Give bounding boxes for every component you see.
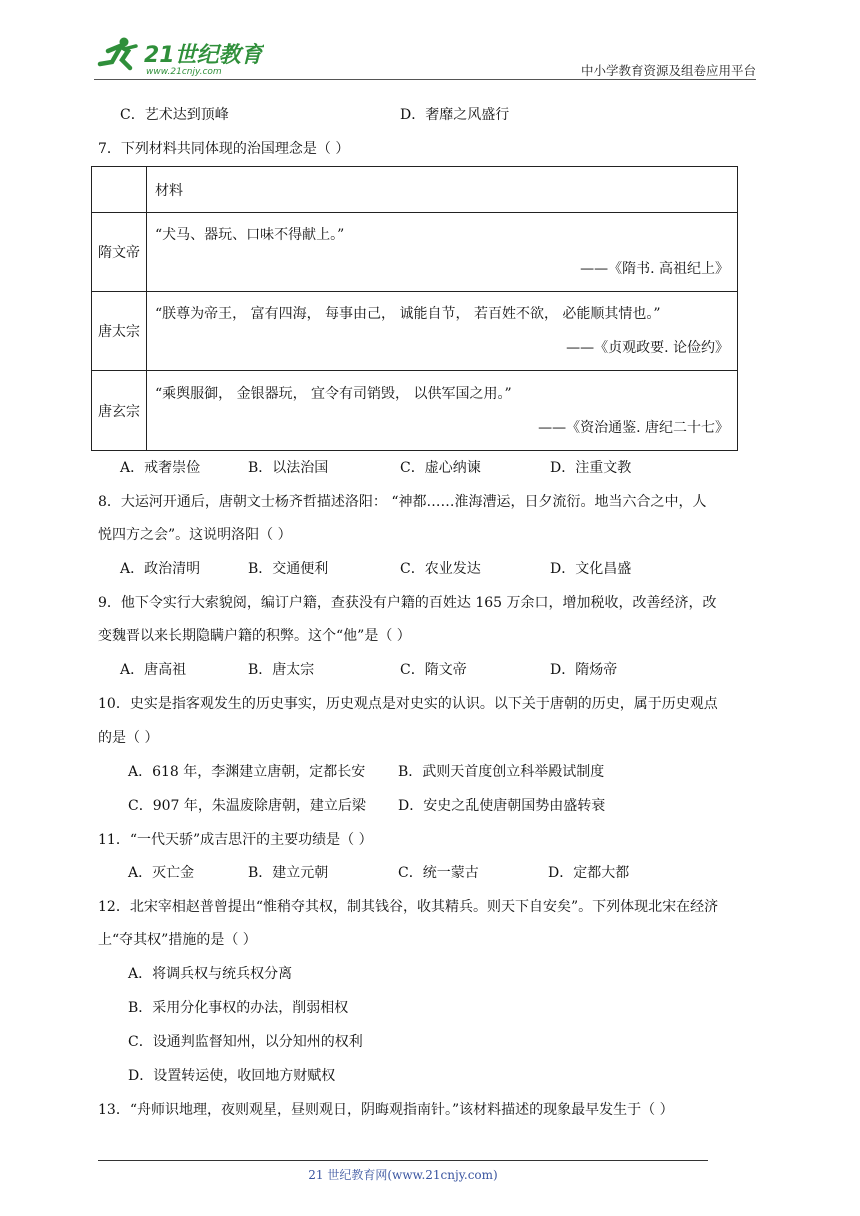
table-row bbox=[92, 292, 738, 371]
header-divider bbox=[94, 79, 756, 80]
quote-source: ——《贞观政要. 论俭约》 bbox=[566, 340, 729, 356]
q7-option-d: D．注重文教 bbox=[550, 460, 632, 476]
q10-option-b: B．武则天首度创立科举殿试制度 bbox=[398, 764, 605, 780]
runner-icon bbox=[100, 38, 136, 69]
q7-stem: 7．下列材料共同体现的治国理念是（ ） bbox=[98, 141, 350, 157]
platform-tagline: 中小学教育资源及组卷应用平台 bbox=[580, 63, 756, 78]
quote-text: “乘舆服御， 金银器玩， 宜令有司销毁， 以供军国之用。” bbox=[155, 385, 512, 402]
q8-option-a: A．政治清明 bbox=[120, 561, 201, 577]
q11-option-b: B．建立元朝 bbox=[248, 865, 329, 881]
q12-stem-line2: 上“夺其权”措施的是（ ） bbox=[98, 932, 257, 948]
q12-stem-line1: 12．北宋宰相赵普曾提出“惟稍夺其权，制其钱谷，收其精兵。则天下自安矣”。下列体现北宋在经济 bbox=[98, 899, 719, 915]
quote-text: “犬马、器玩、口味不得献上。” bbox=[155, 227, 345, 243]
q8-option-c: C．农业发达 bbox=[400, 561, 481, 577]
q10-stem-line2: 的是（ ） bbox=[98, 730, 159, 746]
logo-text: 21世纪教育 bbox=[144, 43, 263, 68]
q12-option-c: C．设通判监督知州，以分知州的权利 bbox=[128, 1034, 363, 1050]
q7-option-b: B．以法治国 bbox=[248, 460, 329, 476]
q11-option-c: C．统一蒙古 bbox=[398, 865, 479, 881]
table-row bbox=[92, 371, 738, 451]
q8-stem-line2: 悦四方之会”。这说明洛阳（ ） bbox=[98, 527, 292, 543]
quote-text: “朕尊为帝王， 富有四海， 每事由己， 诚能自节， 若百姓不欲， 必能顺其情也。” bbox=[155, 306, 661, 322]
q8-option-b: B．交通便利 bbox=[248, 561, 329, 577]
q13-stem: 13．“舟师识地理，夜则观星，昼则观日，阴晦观指南针。”该材料描述的现象最早发生于（ ） bbox=[98, 1102, 674, 1118]
table-header-cell: 材料 bbox=[147, 167, 738, 213]
ruler-name: 唐太宗 bbox=[92, 292, 147, 371]
q10-option-c: C．907 年，朱温废除唐朝，建立后梁 bbox=[128, 798, 366, 814]
q9-stem-line1: 9．他下令实行大索貌阅，编订户籍，查获没有户籍的百姓达 165 万余口，增加税收，改善经济，改 bbox=[98, 595, 717, 611]
q9-option-a: A．唐高祖 bbox=[120, 662, 187, 678]
q10-option-d: D．安史之乱使唐朝国势由盛转衰 bbox=[398, 798, 606, 814]
q6-option-c: C．艺术达到顶峰 bbox=[120, 107, 229, 123]
q9-option-d: D．隋炀帝 bbox=[550, 662, 618, 678]
site-logo bbox=[94, 36, 264, 78]
q9-option-b: B．唐太宗 bbox=[248, 662, 315, 678]
q11-stem: 11．“一代天骄”成吉思汗的主要功绩是（ ） bbox=[98, 832, 373, 848]
q12-option-a: A．将调兵权与统兵权分离 bbox=[128, 966, 293, 982]
q9-stem-line2: 变魏晋以来长期隐瞒户籍的积弊。这个“他”是（ ） bbox=[98, 628, 411, 644]
q9-option-c: C．隋文帝 bbox=[400, 662, 467, 678]
table-corner-cell bbox=[92, 167, 147, 213]
quote-source: ——《隋书. 高祖纪上》 bbox=[580, 261, 729, 277]
ruler-name: 隋文帝 bbox=[92, 213, 147, 292]
q12-option-d: D．设置转运使，收回地方财赋权 bbox=[128, 1068, 336, 1084]
q7-option-c: C．虚心纳谏 bbox=[400, 460, 481, 476]
ruler-name: 唐玄宗 bbox=[92, 371, 147, 451]
q8-option-d: D．文化昌盛 bbox=[550, 561, 632, 577]
q10-option-a: A．618 年，李渊建立唐朝，定都长安 bbox=[128, 764, 366, 780]
footer-divider bbox=[98, 1160, 708, 1161]
q7-option-a: A．戒奢崇俭 bbox=[120, 460, 201, 476]
footer-text: 21 世纪教育网(www.21cnjy.com) bbox=[308, 1168, 498, 1182]
q11-option-d: D．定都大都 bbox=[548, 865, 630, 881]
q12-option-b: B．采用分化事权的办法，削弱相权 bbox=[128, 1000, 349, 1016]
table-row bbox=[92, 213, 738, 292]
q6-option-d: D．奢靡之风盛行 bbox=[400, 107, 510, 123]
q8-stem-line1: 8．大运河开通后，唐朝文士杨齐哲描述洛阳： “神都……淮海漕运，日夕流衍。地当六合之中，人 bbox=[98, 494, 707, 510]
quote-source: ——《资治通鉴. 唐纪二十七》 bbox=[538, 419, 729, 436]
q10-stem-line1: 10．史实是指客观发生的历史事实，历史观点是对史实的认识。以下关于唐朝的历史，属于历史观点 bbox=[98, 696, 718, 712]
logo-url: www.21cnjy.com bbox=[146, 67, 222, 77]
q11-option-a: A．灭亡金 bbox=[128, 865, 195, 881]
q7-material-table bbox=[91, 166, 738, 451]
